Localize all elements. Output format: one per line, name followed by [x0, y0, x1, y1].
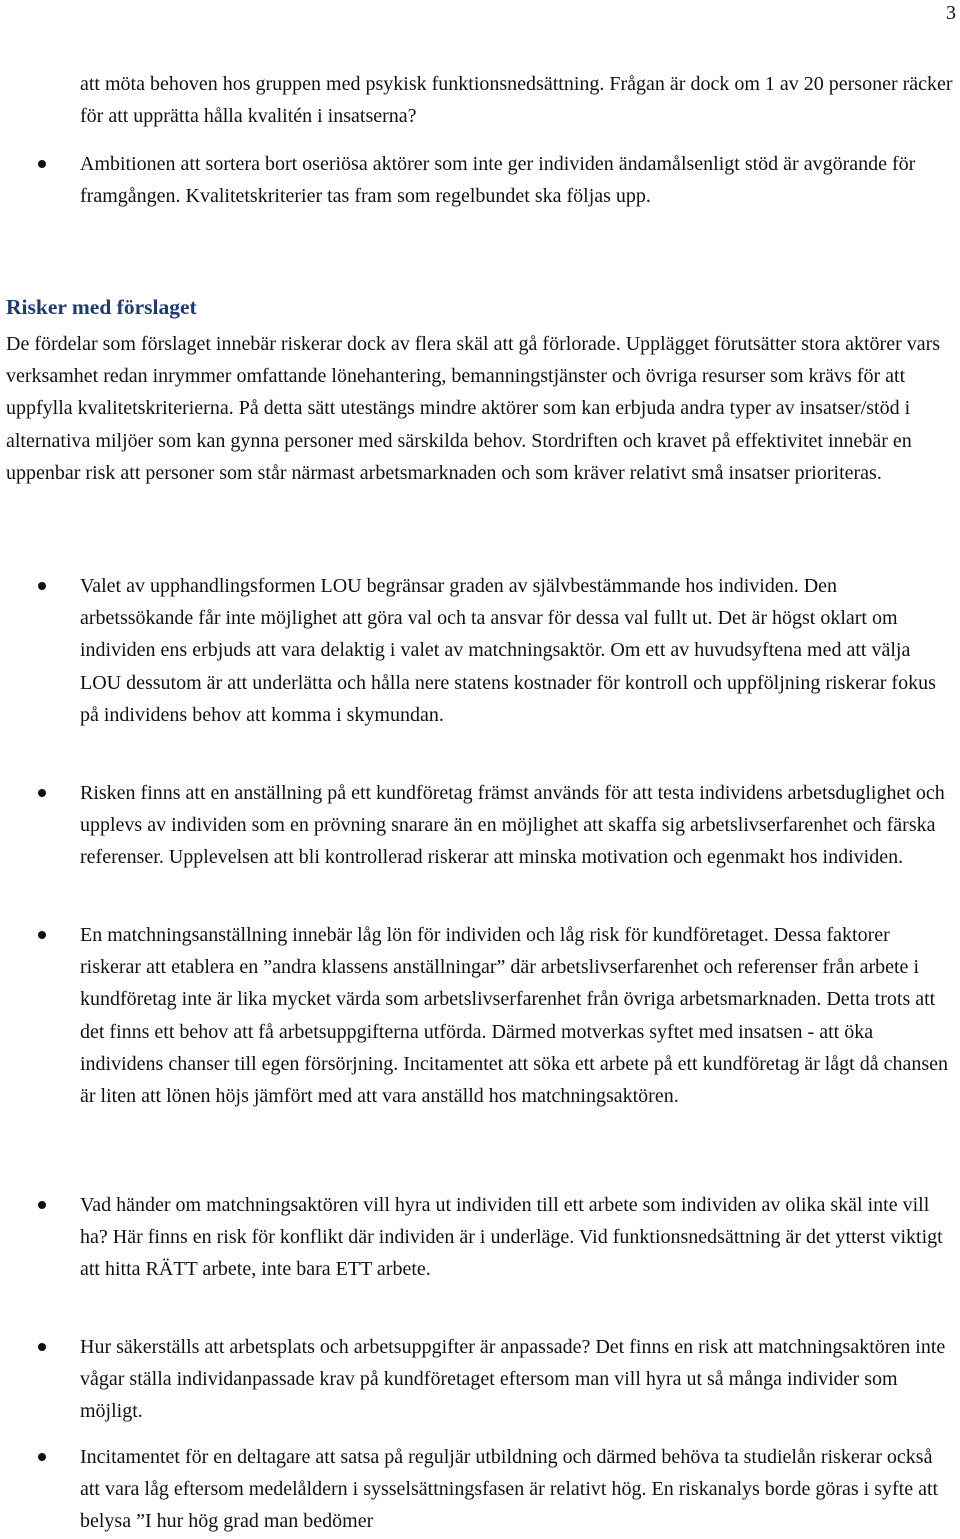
bullet-icon: [38, 582, 46, 590]
section-paragraph: De fördelar som förslaget innebär riskerar dock av flera skäl att gå förlorade. Upplägget förutsätter stora aktörer vars verksamhet redan inrymmer omfattande lönehantering, bemanningstjänster och övriga resurser som krävs för att uppfylla kvalitetskriterierna. På detta sätt utestängs mindre aktörer som kan erbjuda andra typer av insatser/stöd i alternativa miljöer som kan gynna personer med särskilda behov. Stordriften och kravet på effektivitet innebär en uppenbar risk att personer som står närmast arbetsmarknaden och som kräver relativt små insatser prioriteras.: [6, 333, 941, 484]
bullet-icon: [38, 789, 46, 797]
list-item: [80, 1441, 955, 1538]
list-item: [80, 148, 955, 212]
bullet-text: Hur säkerställs att arbetsplats och arbetsuppgifter är anpassade? Det finns en risk att matchningsaktören inte vågar ställa individanpassade krav på kundföretaget eftersom man vill hyra ut så många individer som möjligt.: [80, 1336, 946, 1423]
bullet-icon: [38, 1453, 46, 1461]
page-number: 3: [946, 2, 956, 24]
bullet-text: Incitamentet för en deltagare att satsa på reguljär utbildning och därmed behöva ta studielån riskerar också att vara låg eftersom medelåldern i sysselsättningsfasen är relativt hög. En riskanalys borde göras i syfte att belysa ”I hur hög grad man bedömer: [80, 1446, 939, 1533]
bullet-icon: [38, 1201, 46, 1209]
list-item: [80, 919, 955, 1112]
bullet-icon: [38, 931, 46, 939]
bullet-text: Valet av upphandlingsformen LOU begränsar graden av självbestämmande hos individen. Den arbetssökande får inte möjlighet att göra val och ta ansvar för dessa val fullt ut. Det är högst oklart om individen ens erbjuds att vara delaktig i valet av matchningsaktör. Om ett av huvudsyftena med att välja LOU dessutom är att underlätta och hålla nere statens kostnader för kontroll och uppföljning riskerar fokus på individens behov att komma i skymundan.: [80, 575, 936, 726]
bullet-continuation: [80, 68, 955, 132]
bullet-text: En matchningsanställning innebär låg lön för individen och låg risk för kundföretaget. Dessa faktorer riskerar att etablera en ”andra klassens anställningar” där arbetslivserfarenhet och referenser från arbete i kundföretag inte är lika mycket värda som arbetslivserfarenhet från övriga arbetsmarknaden. Detta trots att det finns ett behov att få arbetsuppgifterna utförda. Därmed motverkas syftet med insatsen - att öka individens chanser till egen försörjning. Incitamentet att söka ett arbete på ett kundföretag är lågt då chansen är liten att lönen höjs jämfört med att vara anställd hos matchningsaktören.: [80, 924, 949, 1108]
bullet-text: att möta behoven hos gruppen med psykisk funktionsnedsättning. Frågan är dock om 1 av 20 personer räcker för att upprätta hålla kvalitén i insatserna?: [80, 73, 953, 128]
bullet-text: Vad händer om matchningsaktören vill hyra ut individen till ett arbete som individen av olika skäl inte vill ha? Här finns en risk för konflikt där individen är i underläge. Vid funktionsnedsättning är det ytterst viktigt att hitta RÄTT arbete, inte bara ETT arbete.: [80, 1194, 943, 1281]
bullet-icon: [38, 160, 46, 168]
section-heading: Risker med förslaget: [6, 295, 197, 319]
bullet-text: Risken finns att en anställning på ett kundföretag främst används för att testa individens arbetsduglighet och upplevs av individen som en prövning snarare än en möjlighet att skaffa sig arbetslivserfarenhet och färska referenser. Upplevelsen att bli kontrollerad riskerar att minska motivation och egenmakt hos individen.: [80, 782, 945, 869]
list-item: [80, 570, 955, 731]
list-item: [80, 1189, 955, 1286]
bullet-icon: [38, 1343, 46, 1351]
list-item: [80, 777, 955, 874]
list-item: [80, 1331, 955, 1428]
bullet-text: Ambitionen att sortera bort oseriösa aktörer som inte ger individen ändamålsenligt stöd är avgörande för framgången. Kvalitetskriterier tas fram som regelbundet ska följas upp.: [80, 153, 916, 208]
